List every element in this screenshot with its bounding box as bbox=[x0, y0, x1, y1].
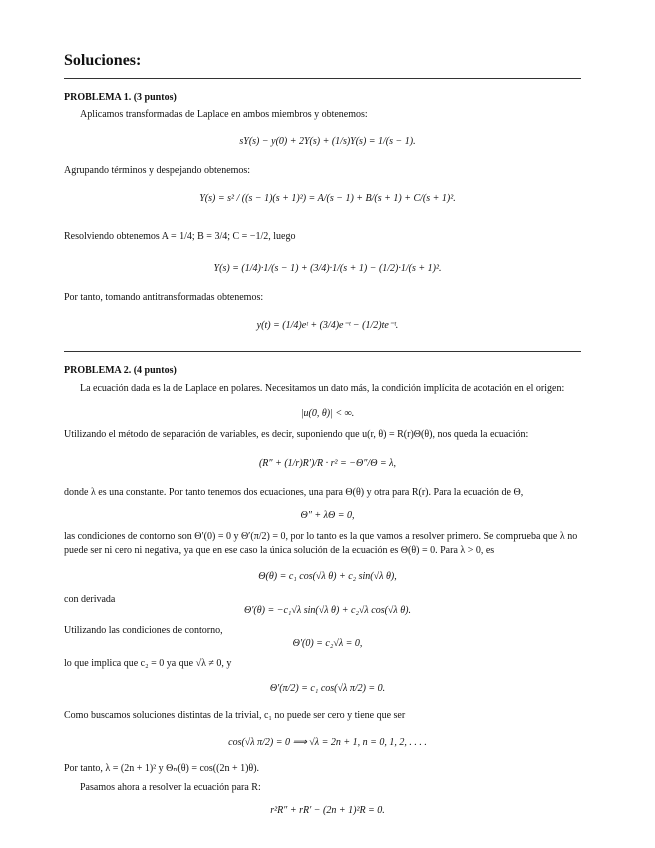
page-title: Soluciones: bbox=[64, 52, 142, 69]
divider bbox=[64, 351, 581, 352]
equation: Θ′(0) = c₂√λ = 0, bbox=[292, 638, 363, 649]
problem-2-heading: PROBLEMA 2. (4 puntos) bbox=[64, 365, 177, 376]
equation: Y(s) = s² / ((s − 1)(s + 1)²) = A/(s − 1) + B/(s + 1) + C/(s + 1)². bbox=[199, 193, 456, 204]
problem-2-intro: La ecuación dada es la de Laplace en polares. Necesitamos un dato más, la condición implícita de acotación en el origen: bbox=[80, 383, 565, 394]
equation: y(t) = (1/4)eᵗ + (3/4)e⁻ᵗ − (1/2)te⁻ᵗ. bbox=[256, 320, 399, 331]
paragraph: Utilizando las condiciones de contorno, bbox=[64, 625, 223, 636]
paragraph: lo que implica que c₂ = 0 ya que √λ ≠ 0, y bbox=[64, 658, 232, 669]
paragraph: Agrupando términos y despejando obtenemos: bbox=[64, 165, 251, 176]
paragraph: Utilizando el método de separación de variables, es decir, suponiendo que u(r, θ) = R(r)Θ(θ), nos queda la ecuación: bbox=[64, 429, 529, 440]
equation: sY(s) − y(0) + 2Y(s) + (1/s)Y(s) = 1/(s − 1). bbox=[239, 136, 416, 147]
problem-1-intro: Aplicamos transformadas de Laplace en ambos miembros y obtenemos: bbox=[80, 109, 368, 120]
equation: cos(√λ π/2) = 0 ⟹ √λ = 2n + 1, n = 0, 1, 2, . . . . bbox=[228, 737, 427, 748]
equation: Θ(θ) = c₁ cos(√λ θ) + c₂ sin(√λ θ), bbox=[258, 571, 397, 582]
equation: Θ″ + λΘ = 0, bbox=[300, 510, 355, 521]
equation: |u(0, θ)| < ∞. bbox=[300, 408, 355, 419]
divider bbox=[64, 78, 581, 79]
paragraph: con derivada bbox=[64, 594, 116, 605]
equation: Θ′(θ) = −c₁√λ sin(√λ θ) + c₂√λ cos(√λ θ). bbox=[244, 605, 411, 616]
equation: r²R″ + rR′ − (2n + 1)²R = 0. bbox=[270, 805, 385, 816]
equation: Y(s) = (1/4)·1/(s − 1) + (3/4)·1/(s + 1) − (1/2)·1/(s + 1)². bbox=[213, 263, 442, 274]
paragraph: donde λ es una constante. Por tanto tenemos dos ecuaciones, una para Θ(θ) y otra para R(r). Para la ecuación de Θ, bbox=[64, 487, 524, 498]
paragraph: las condiciones de contorno son Θ′(0) = 0 y Θ′(π/2) = 0, por lo tanto es la que vamos a resolver primero. Se comprueba que λ no puede ser ni cero ni negativa, ya que en ese caso la única solución de la ecuación es Θ(θ) = 0. Para λ > 0, es bbox=[64, 531, 578, 556]
paragraph: Por tanto, tomando antitransformadas obtenemos: bbox=[64, 292, 264, 303]
equation: Θ′(π/2) = c₁ cos(√λ π/2) = 0. bbox=[269, 683, 386, 694]
paragraph: Como buscamos soluciones distintas de la trivial, c₁ no puede ser cero y tiene que ser bbox=[64, 710, 406, 721]
paragraph: Por tanto, λ = (2n + 1)² y Θₙ(θ) = cos((2n + 1)θ). bbox=[64, 763, 260, 774]
paragraph: Resolviendo obtenemos A = 1/4; B = 3/4; C = −1/2, luego bbox=[64, 231, 296, 242]
equation: (R″ + (1/r)R′)/R · r² = −Θ″/Θ = λ, bbox=[258, 458, 397, 469]
problem-1-heading: PROBLEMA 1. (3 puntos) bbox=[64, 92, 177, 103]
paragraph: Pasamos ahora a resolver la ecuación para R: bbox=[80, 782, 261, 793]
